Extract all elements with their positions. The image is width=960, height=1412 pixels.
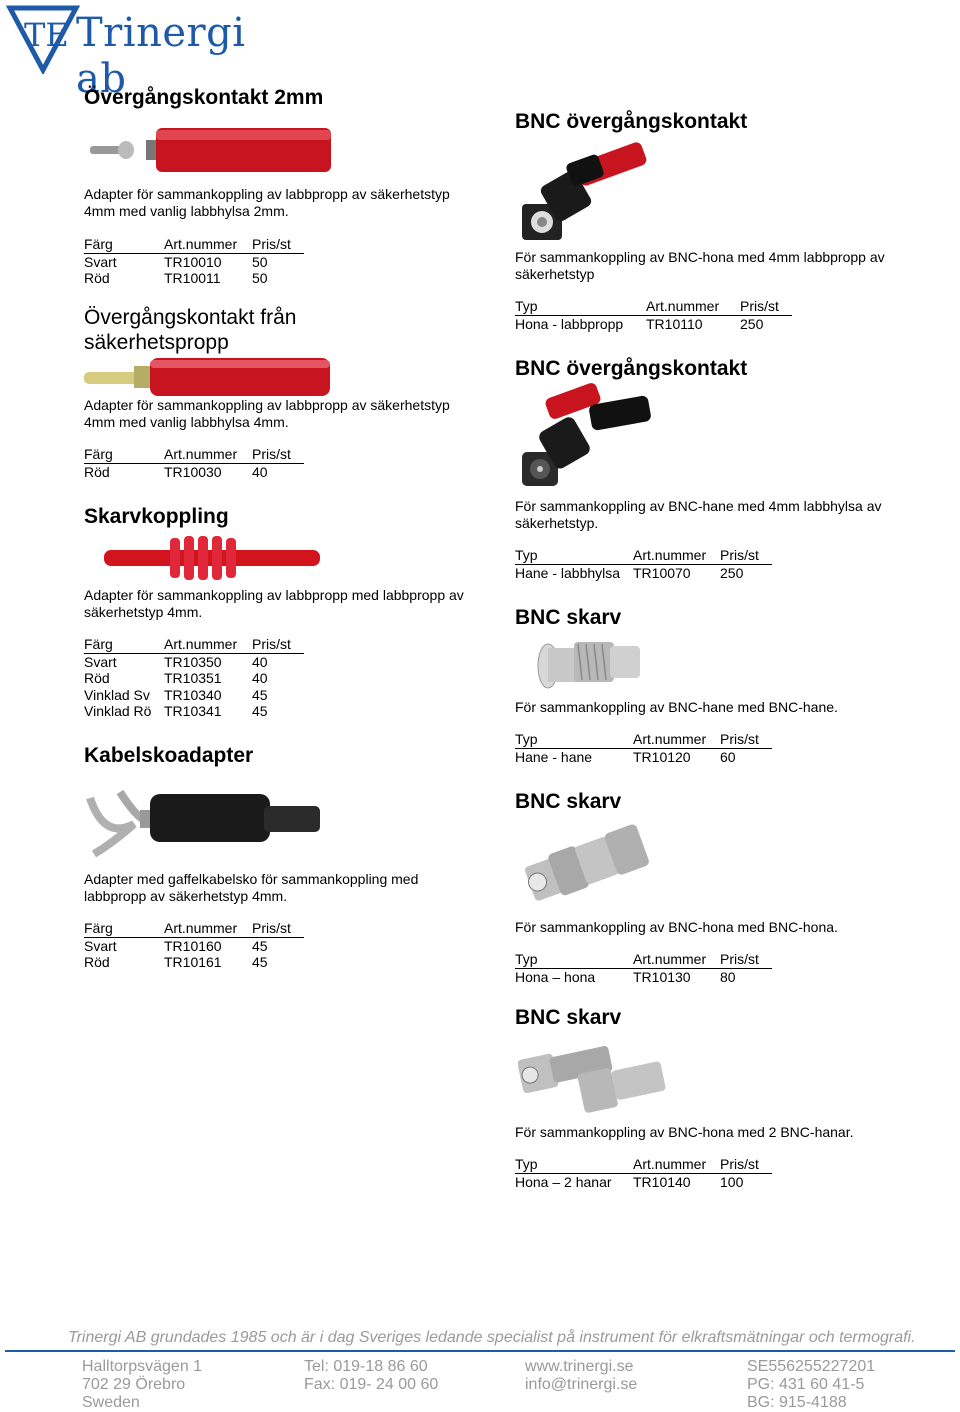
table-row: Svart TR10350 40 (84, 653, 268, 670)
spec-table: Typ Art.nummer Pris/st Hona – hona TR10130 80 (515, 951, 772, 985)
bnc-t-adapter-image (518, 1034, 678, 1120)
spec-table: Färg Art.nummer Pris/st Röd TR10030 40 (84, 446, 304, 480)
spec-table: Färg Art.nummer Pris/st Svart TR10160 45 Röd TR10161 45 (84, 920, 304, 971)
footer-slogan: Trinergi AB grundades 1985 och är i dag Sveriges ledande specialist på instrument för elkraftsmätningar och termografi. (68, 1329, 916, 1346)
table-row: Röd TR10351 40 (84, 670, 268, 686)
table-row: Hane - hane TR10120 60 (515, 748, 736, 765)
section-description: Adapter för sammankoppling av labbpropp med labbpropp av säkerhetstyp 4mm. (84, 587, 464, 620)
section-title: BNC skarv (515, 606, 622, 629)
table-row: Röd TR10030 40 (84, 463, 268, 480)
table-row: Vinklad Sv TR10340 45 (84, 686, 268, 703)
table-row: Hona - labbpropp TR10110 250 (515, 315, 764, 332)
spec-table: Färg Art.nummer Pris/st Svart TR10350 40 Röd TR10351 40 Vinklad Sv TR10340 45 Vinklad Rö TR10341 45 (84, 636, 304, 720)
section-description: För sammankoppling av BNC-hona med BNC-hona. (515, 919, 838, 935)
table-row: Hona – 2 hanar TR10140 100 (515, 1173, 744, 1190)
footer-registration: SE556255227201 PG: 431 60 41-5 BG: 915-4188 (747, 1358, 876, 1411)
table-row: Svart TR10010 50 (84, 253, 268, 270)
table-row: Röd TR10161 45 (84, 954, 268, 970)
section-description: Adapter för sammankoppling av labbpropp av säkerhetstyp 4mm med vanlig labbhylsa 4mm. (84, 397, 450, 430)
table-row: Vinklad Rö TR10341 45 (84, 703, 268, 719)
footer-divider (5, 1350, 955, 1352)
section-title: Övergångskontakt från säkerhetspropp (84, 306, 297, 354)
footer-web (525, 1358, 637, 1394)
bnc-male-socket-image (516, 382, 656, 492)
table-row: Röd TR10011 50 (84, 270, 268, 286)
website-link[interactable]: www.trinergi.se (525, 1358, 634, 1375)
cable-lug-image (84, 784, 324, 858)
svg-text:TE: TE (24, 16, 69, 54)
section-title: Övergångskontakt 2mm (84, 86, 324, 109)
section-description: För sammankoppling av BNC-hane med BNC-hane. (515, 699, 838, 715)
spec-table: Typ Art.nummer Pris/st Hona – 2 hanar TR10140 100 (515, 1156, 772, 1190)
logo-text: Trinergi ab (76, 10, 246, 102)
spec-table: Färg Art.nummer Pris/st Svart TR10010 50 Röd TR10011 50 (84, 236, 304, 287)
footer-address: Halltorpsvägen 1 702 29 Örebro Sweden (82, 1358, 203, 1411)
section-description: Adapter för sammankoppling av labbpropp av säkerhetstyp 4mm med vanlig labbhylsa 2mm. (84, 186, 450, 219)
bnc-female-female-image (522, 818, 652, 908)
coupling-image (100, 534, 324, 582)
section-title: Skarvkoppling (84, 505, 229, 528)
section-description: Adapter med gaffelkabelsko för sammankoppling med labbpropp av säkerhetstyp 4mm. (84, 871, 419, 904)
section-title: BNC skarv (515, 1006, 622, 1029)
table-row: Hane - labbhylsa TR10070 250 (515, 564, 744, 581)
spec-table: Typ Art.nummer Pris/st Hona - labbpropp TR10110 250 (515, 298, 792, 332)
table-row: Hona – hona TR10130 80 (515, 968, 736, 985)
bnc-male-male-image (534, 632, 644, 696)
logo-mark-icon (4, 2, 84, 74)
bnc-female-plug-image (516, 138, 656, 244)
section-description: För sammankoppling av BNC-hona med 4mm labbpropp av säkerhetstyp (515, 249, 885, 282)
adapter-safety-plug-image (84, 354, 334, 400)
section-title: Kabelskoadapter (84, 744, 254, 767)
section-description: För sammankoppling av BNC-hona med 2 BNC-hanar. (515, 1124, 854, 1140)
table-row: Svart TR10160 45 (84, 937, 268, 954)
adapter-2mm-image (86, 118, 336, 178)
section-title: BNC skarv (515, 790, 622, 813)
section-title: BNC övergångskontakt (515, 357, 748, 380)
footer-phone: Tel: 019-18 86 60 Fax: 019- 24 00 60 (304, 1358, 439, 1393)
spec-table: Typ Art.nummer Pris/st Hane - hane TR10120 60 (515, 731, 772, 765)
spec-table: Typ Art.nummer Pris/st Hane - labbhylsa TR10070 250 (515, 547, 772, 581)
section-description: För sammankoppling av BNC-hane med 4mm labbhylsa av säkerhetstyp. (515, 498, 882, 531)
section-title: BNC övergångskontakt (515, 110, 748, 133)
email-link[interactable]: info@trinergi.se (525, 1376, 638, 1393)
